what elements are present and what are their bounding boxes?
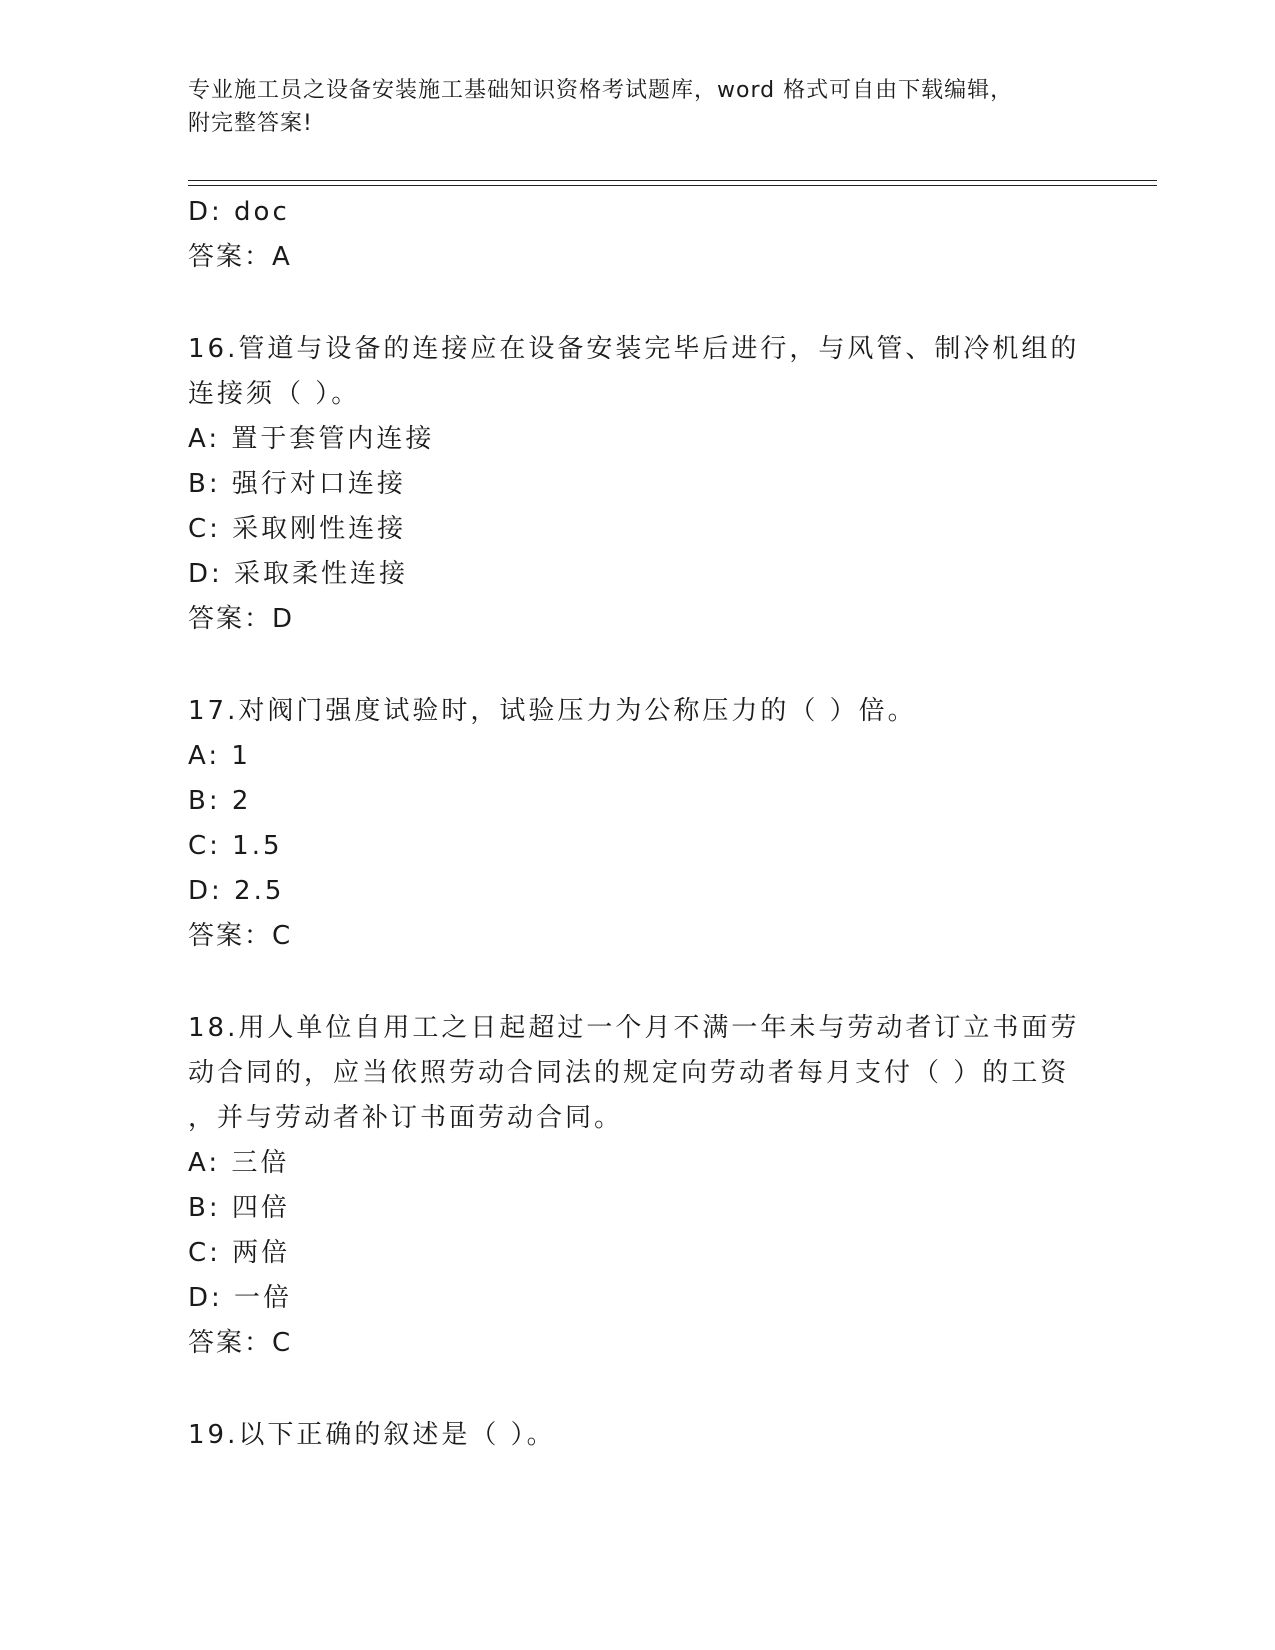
question-17 — [188, 689, 1088, 959]
spacer — [188, 642, 1088, 689]
option-a: A: 三倍 — [188, 1148, 290, 1178]
header-title-line-2: 附完整答案! — [188, 111, 313, 136]
question-18 — [188, 1006, 1088, 1366]
question-stem: 18.用人单位自用工之日起超过一个月不满一年未与劳动者订立书面劳 — [188, 1013, 1080, 1043]
option-b: B: 四倍 — [188, 1193, 290, 1223]
option-b: B: 强行对口连接 — [188, 469, 406, 499]
question-stem: 连接须（ ）。 — [188, 379, 361, 409]
question-stem: 19.以下正确的叙述是（ ）。 — [188, 1420, 556, 1450]
option-c: C: 1.5 — [188, 831, 283, 861]
answer-line: 答案：C — [188, 921, 293, 951]
spacer — [188, 1366, 1088, 1413]
question-16 — [188, 327, 1088, 642]
document-header — [188, 74, 1088, 140]
option-c: C: 两倍 — [188, 1238, 291, 1268]
option-a: A: 1 — [188, 741, 251, 771]
header-divider-bottom — [188, 185, 1157, 186]
header-title-line-1: 专业施工员之设备安装施工基础知识资格考试题库，word 格式可自由下载编辑， — [188, 78, 1014, 103]
option-a: A: 置于套管内连接 — [188, 424, 435, 454]
question-stem: 动合同的，应当依照劳动合同法的规定向劳动者每月支付（ ）的工资 — [188, 1058, 1070, 1088]
option-d: D: doc — [188, 197, 290, 227]
answer-line: 答案：C — [188, 1328, 293, 1358]
question-stem: 16.管道与设备的连接应在设备安装完毕后进行，与风管、制冷机组的 — [188, 334, 1080, 364]
question-19 — [188, 1413, 1088, 1458]
option-b: B: 2 — [188, 786, 252, 816]
header-divider-top — [188, 180, 1157, 181]
option-c: C: 采取刚性连接 — [188, 514, 407, 544]
question-stem: ，并与劳动者补订书面劳动合同。 — [188, 1103, 624, 1133]
question-content — [188, 190, 1088, 1458]
answer-line: 答案：A — [188, 242, 292, 272]
spacer — [188, 959, 1088, 1006]
option-d: D: 采取柔性连接 — [188, 559, 409, 589]
question-stem: 17.对阀门强度试验时，试验压力为公称压力的（ ）倍。 — [188, 696, 917, 726]
answer-line: 答案：D — [188, 604, 295, 634]
spacer — [188, 280, 1088, 327]
option-d: D: 一倍 — [188, 1283, 293, 1313]
option-d: D: 2.5 — [188, 876, 285, 906]
